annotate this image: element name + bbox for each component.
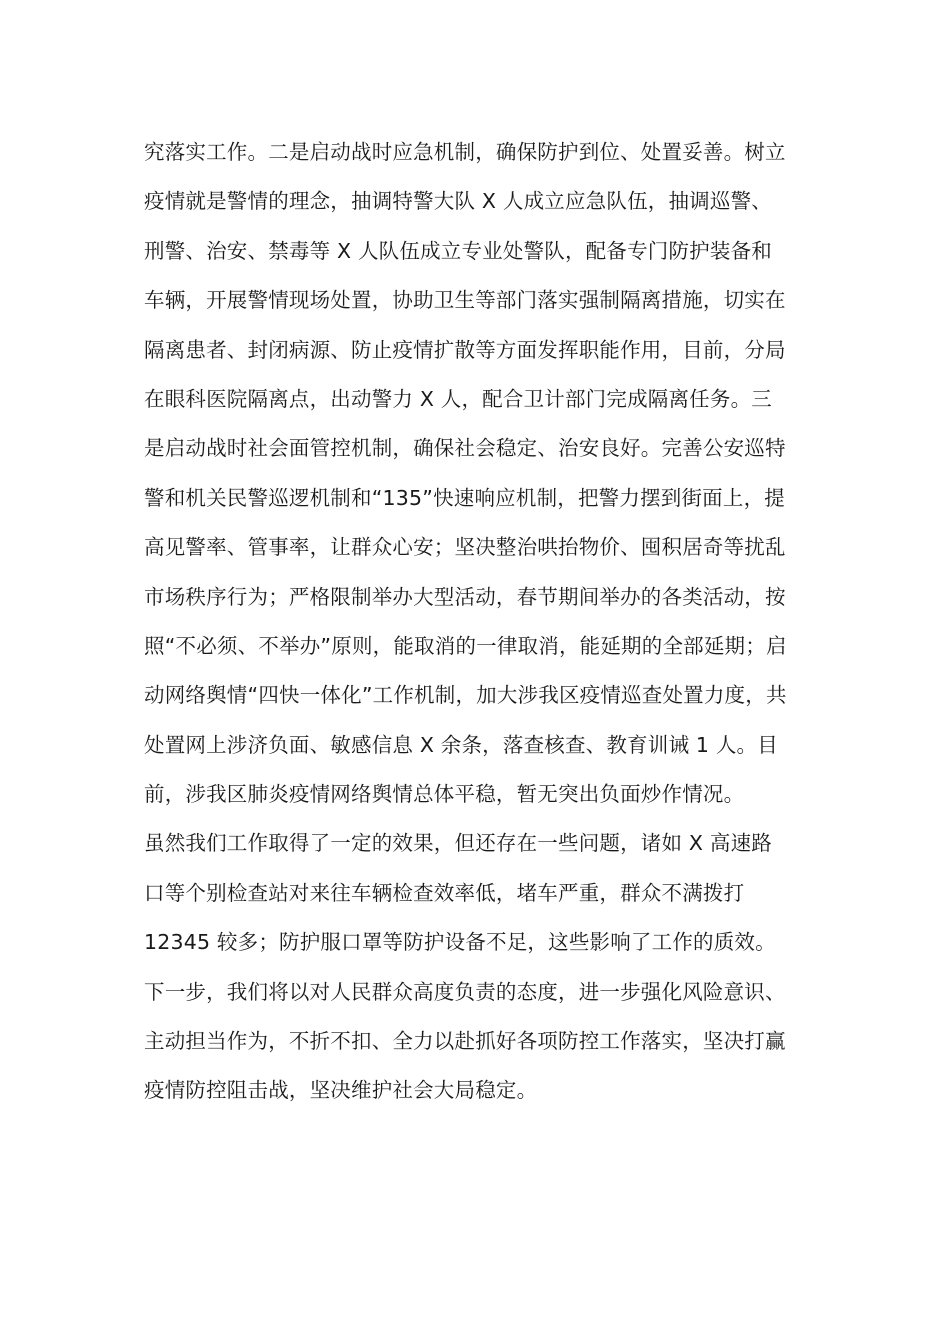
text-line: 究落实工作。二是启动战时应急机制，确保防护到位、处置妥善。树立 bbox=[144, 140, 786, 164]
text-line: 照“不必须、不举办”原则，能取消的一律取消，能延期的全部延期；启 bbox=[144, 633, 787, 658]
paragraph-1 bbox=[144, 128, 814, 819]
text-line: 前，涉我区肺炎疫情网络舆情总体平稳，暂无突出负面炒作情况。 bbox=[144, 782, 745, 807]
text-line: 市场秩序行为；严格限制举办大型活动，春节期间举办的各类活动，按 bbox=[144, 584, 786, 609]
text-line: 疫情就是警情的理念，抽调特警大队 X 人成立应急队伍，抽调巡警、 bbox=[144, 189, 772, 214]
text-line: 在眼科医院隔离点，出动警力 X 人，配合卫计部门完成隔离任务。三 bbox=[144, 386, 772, 411]
text-line: 口等个别检查站对来往车辆检查效率低，堵车严重，群众不满拨打 bbox=[144, 880, 745, 905]
text-line: 是启动战时社会面管控机制，确保社会稳定、治安良好。完善公安巡特 bbox=[144, 436, 786, 461]
text-line: 高见警率、管事率，让群众心安；坚决整治哄抬物价、囤积居奇等扰乱 bbox=[144, 535, 786, 560]
text-line: 疫情防控阻击战，坚决维护社会大局稳定。 bbox=[144, 1078, 538, 1103]
text-line: 隔离患者、封闭病源、防止疫情扩散等方面发挥职能作用，目前，分局 bbox=[144, 337, 786, 362]
text-line: 警和机关民警巡逻机制和“135”快速响应机制，把警力摆到街面上，提 bbox=[144, 485, 785, 510]
text-line: 虽然我们工作取得了一定的效果，但还存在一些问题，诸如 X 高速路 bbox=[144, 831, 772, 856]
text-line: 主动担当作为，不折不扣、全力以赴抓好各项防控工作落实，坚决打赢 bbox=[144, 1029, 786, 1054]
text-line: 刑警、治安、禁毒等 X 人队伍成立专业处警队，配备专门防护装备和 bbox=[144, 238, 772, 263]
body-text bbox=[144, 128, 814, 1116]
text-line: 处置网上涉济负面、敏感信息 X 余条，落查核查、教育训诫 1 人。目 bbox=[144, 732, 778, 757]
text-line: 动网络舆情“四快一体化”工作机制，加大涉我区疫情巡查处置力度，共 bbox=[144, 683, 787, 708]
text-line: 车辆，开展警情现场处置，协助卫生等部门落实强制隔离措施，切实在 bbox=[144, 288, 786, 313]
text-line: 12345 较多；防护服口罩等防护设备不足，这些影响了工作的质效。 bbox=[144, 930, 776, 955]
text-line: 下一步，我们将以对人民群众高度负责的态度，进一步强化风险意识、 bbox=[144, 979, 786, 1004]
paragraph-2 bbox=[144, 819, 814, 1115]
